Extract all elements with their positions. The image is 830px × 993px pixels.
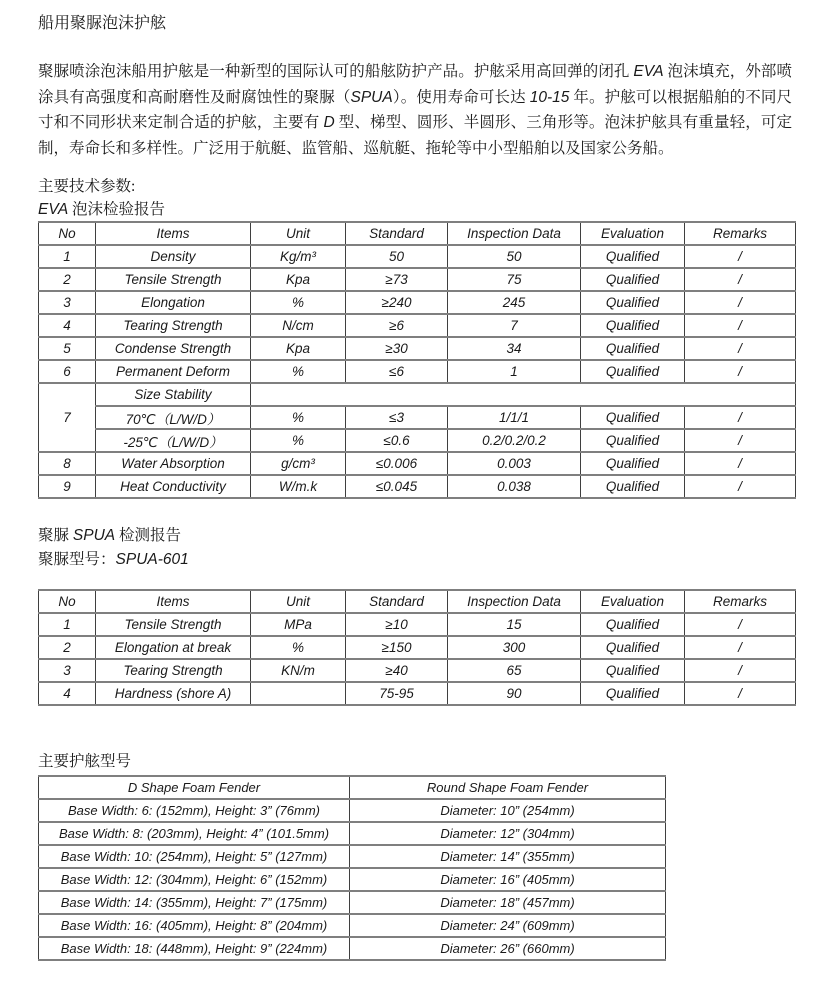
text-run: 10-15 bbox=[529, 88, 570, 106]
table-row bbox=[39, 429, 796, 452]
column-header: Remarks bbox=[685, 222, 796, 245]
table-cell: / bbox=[685, 406, 796, 429]
table-cell: 90 bbox=[448, 682, 581, 705]
column-header: Unit bbox=[251, 222, 346, 245]
text-run: 泡沫填充，外部喷涂具有高强度和高耐磨性及耐腐蚀性的聚脲（ bbox=[38, 63, 792, 106]
column-header: Items bbox=[96, 222, 251, 245]
table-cell: % bbox=[251, 429, 346, 452]
table-cell: W/m.k bbox=[251, 475, 346, 498]
table-cell: 2 bbox=[39, 268, 96, 291]
table-cell: ≤0.045 bbox=[346, 475, 448, 498]
table-cell: Qualified bbox=[581, 659, 685, 682]
column-header: Inspection Data bbox=[448, 590, 581, 613]
table-cell: Diameter: 12” (304mm) bbox=[350, 822, 666, 845]
table-cell: 7 bbox=[39, 383, 96, 452]
table-cell: Base Width: 14: (355mm), Height: 7” (175mm) bbox=[39, 891, 350, 914]
table-row bbox=[39, 822, 666, 845]
table-row bbox=[39, 868, 666, 891]
table-cell: Permanent Deform bbox=[96, 360, 251, 383]
table-cell: 8 bbox=[39, 452, 96, 475]
table-cell: ≥240 bbox=[346, 291, 448, 314]
table-cell: Condense Strength bbox=[96, 337, 251, 360]
text-run: SPUA-601 bbox=[115, 551, 189, 568]
table-cell: Kg/m³ bbox=[251, 245, 346, 268]
spua-test-table bbox=[38, 589, 796, 706]
table-row bbox=[39, 682, 796, 705]
column-header: No bbox=[39, 222, 96, 245]
column-header: Round Shape Foam Fender bbox=[350, 776, 666, 799]
text-run: SPUA bbox=[350, 88, 393, 106]
text-run: 聚脲喷涂泡沫船用护舷是一种新型的国际认可的船舷防护产品。护舷采用高回弹的闭孔 bbox=[38, 63, 634, 80]
table-cell: / bbox=[685, 636, 796, 659]
table-cell: Base Width: 8: (203mm), Height: 4” (101.5mm) bbox=[39, 822, 350, 845]
table-row bbox=[39, 799, 666, 822]
column-header: Remarks bbox=[685, 590, 796, 613]
fender-models-table bbox=[38, 775, 666, 961]
text-run: D bbox=[323, 114, 335, 131]
fender-models-heading: 主要护舷型号 bbox=[38, 753, 132, 770]
table-header-row bbox=[39, 776, 666, 799]
table-cell: / bbox=[685, 682, 796, 705]
table-cell: 1 bbox=[39, 245, 96, 268]
table-cell: % bbox=[251, 291, 346, 314]
spua-model-label bbox=[38, 549, 794, 571]
table-row bbox=[39, 613, 796, 636]
table-cell: / bbox=[685, 314, 796, 337]
table-cell: / bbox=[685, 360, 796, 383]
table-row bbox=[39, 636, 796, 659]
table-row bbox=[39, 452, 796, 475]
table-cell: 15 bbox=[448, 613, 581, 636]
table-cell: Qualified bbox=[581, 291, 685, 314]
table-cell: ≥30 bbox=[346, 337, 448, 360]
table-header-row bbox=[39, 590, 796, 613]
table-cell: 7 bbox=[448, 314, 581, 337]
tech-params-heading: 主要技术参数: bbox=[38, 178, 136, 195]
column-header: Standard bbox=[346, 590, 448, 613]
table-cell: / bbox=[685, 452, 796, 475]
table-cell: / bbox=[685, 475, 796, 498]
table-cell: 9 bbox=[39, 475, 96, 498]
table-cell: Tensile Strength bbox=[96, 268, 251, 291]
table-cell: Qualified bbox=[581, 475, 685, 498]
table-cell: Qualified bbox=[581, 613, 685, 636]
table-cell: Water Absorption bbox=[96, 452, 251, 475]
text-run: 检测报告 bbox=[115, 527, 181, 544]
table-cell: Heat Conductivity bbox=[96, 475, 251, 498]
table-cell: / bbox=[685, 659, 796, 682]
table-cell: Qualified bbox=[581, 429, 685, 452]
table-cell: / bbox=[685, 291, 796, 314]
table-cell: Qualified bbox=[581, 337, 685, 360]
column-header: Evaluation bbox=[581, 222, 685, 245]
table-cell: Diameter: 10” (254mm) bbox=[350, 799, 666, 822]
table-cell: 65 bbox=[448, 659, 581, 682]
table-cell: Size Stability bbox=[96, 383, 251, 406]
table-cell: % bbox=[251, 636, 346, 659]
table-cell: Elongation bbox=[96, 291, 251, 314]
table-cell: Qualified bbox=[581, 268, 685, 291]
table-cell: g/cm³ bbox=[251, 452, 346, 475]
table-cell: / bbox=[685, 245, 796, 268]
column-header: Unit bbox=[251, 590, 346, 613]
table-cell: Qualified bbox=[581, 360, 685, 383]
table-cell: Diameter: 24” (609mm) bbox=[350, 914, 666, 937]
table-cell: 50 bbox=[448, 245, 581, 268]
table-cell: Tensile Strength bbox=[96, 613, 251, 636]
table-cell: ≤0.006 bbox=[346, 452, 448, 475]
table-cell bbox=[251, 682, 346, 705]
eva-inspection-table bbox=[38, 221, 796, 499]
table-cell: 75-95 bbox=[346, 682, 448, 705]
table-row bbox=[39, 914, 666, 937]
table-cell: 70℃（L/W/D） bbox=[96, 406, 251, 429]
column-header: Inspection Data bbox=[448, 222, 581, 245]
column-header: Standard bbox=[346, 222, 448, 245]
table-cell: ≥10 bbox=[346, 613, 448, 636]
table-cell: Qualified bbox=[581, 314, 685, 337]
table-cell: Tearing Strength bbox=[96, 659, 251, 682]
table-cell: Elongation at break bbox=[96, 636, 251, 659]
table-cell: 75 bbox=[448, 268, 581, 291]
intro-paragraph bbox=[38, 59, 792, 161]
column-header: No bbox=[39, 590, 96, 613]
table-cell: / bbox=[685, 613, 796, 636]
table-cell: ≤3 bbox=[346, 406, 448, 429]
table-cell: Tearing Strength bbox=[96, 314, 251, 337]
table-row bbox=[39, 314, 796, 337]
table-cell: Base Width: 6: (152mm), Height: 3” (76mm) bbox=[39, 799, 350, 822]
table-cell: 6 bbox=[39, 360, 96, 383]
table-row bbox=[39, 659, 796, 682]
table-cell: 0.003 bbox=[448, 452, 581, 475]
table-row bbox=[39, 475, 796, 498]
table-cell: / bbox=[685, 268, 796, 291]
table-cell: Qualified bbox=[581, 452, 685, 475]
table-row bbox=[39, 245, 796, 268]
table-row bbox=[39, 406, 796, 429]
table-cell: % bbox=[251, 406, 346, 429]
table-cell: MPa bbox=[251, 613, 346, 636]
table-cell: KN/m bbox=[251, 659, 346, 682]
table-row bbox=[39, 891, 666, 914]
table-row bbox=[39, 845, 666, 868]
table-row bbox=[39, 291, 796, 314]
table-cell: Hardness (shore A) bbox=[96, 682, 251, 705]
table-cell: 1/1/1 bbox=[448, 406, 581, 429]
spua-report-heading bbox=[38, 525, 794, 547]
table-cell: ≤6 bbox=[346, 360, 448, 383]
table-cell: 34 bbox=[448, 337, 581, 360]
text-run: 年。护舷可以根据船舶的不同尺寸和不同形状来定制合适的护舷，主要有 bbox=[38, 88, 792, 131]
table-cell: Diameter: 26” (660mm) bbox=[350, 937, 666, 960]
table-row bbox=[39, 268, 796, 291]
table-row bbox=[39, 937, 666, 960]
table-cell: / bbox=[685, 429, 796, 452]
text-run: 型、梯型、圆形、半圆形、三角形等。泡沫护舷具有重量轻，可定制，寿命长和多样性。广泛用于航艇、监管船、巡航艇、拖轮等中小型船舶以及国家公务船。 bbox=[38, 114, 792, 157]
column-header: Evaluation bbox=[581, 590, 685, 613]
table-cell: / bbox=[685, 337, 796, 360]
table-cell: 4 bbox=[39, 682, 96, 705]
table-header-row bbox=[39, 222, 796, 245]
table-cell: 1 bbox=[39, 613, 96, 636]
table-cell: Diameter: 16” (405mm) bbox=[350, 868, 666, 891]
table-cell: 3 bbox=[39, 291, 96, 314]
table-cell: 245 bbox=[448, 291, 581, 314]
table-cell: Qualified bbox=[581, 682, 685, 705]
table-cell: N/cm bbox=[251, 314, 346, 337]
document-title: 船用聚脲泡沫护舷 bbox=[38, 15, 167, 32]
table-row bbox=[39, 360, 796, 383]
text-run: 聚脲型号： bbox=[38, 551, 116, 568]
table-cell: 0.2/0.2/0.2 bbox=[448, 429, 581, 452]
text-run: SPUA bbox=[72, 527, 116, 544]
table-cell: Kpa bbox=[251, 337, 346, 360]
text-run: EVA bbox=[633, 63, 664, 80]
table-cell: -25℃（L/W/D） bbox=[96, 429, 251, 452]
table-cell: ≥73 bbox=[346, 268, 448, 291]
table-cell: Kpa bbox=[251, 268, 346, 291]
table-cell: 2 bbox=[39, 636, 96, 659]
table-cell: 0.038 bbox=[448, 475, 581, 498]
table-cell bbox=[251, 383, 796, 406]
table-cell: 1 bbox=[448, 360, 581, 383]
table-cell: Base Width: 12: (304mm), Height: 6” (152mm) bbox=[39, 868, 350, 891]
table-cell: ≥150 bbox=[346, 636, 448, 659]
table-cell: Base Width: 16: (405mm), Height: 8” (204mm) bbox=[39, 914, 350, 937]
text-run: EVA bbox=[38, 201, 69, 218]
table-row bbox=[39, 337, 796, 360]
table-cell: 3 bbox=[39, 659, 96, 682]
table-cell: 5 bbox=[39, 337, 96, 360]
table-cell: 300 bbox=[448, 636, 581, 659]
table-cell: 50 bbox=[346, 245, 448, 268]
column-header: Items bbox=[96, 590, 251, 613]
table-cell: ≥6 bbox=[346, 314, 448, 337]
table-cell: Density bbox=[96, 245, 251, 268]
table-cell: Diameter: 14” (355mm) bbox=[350, 845, 666, 868]
table-row bbox=[39, 383, 796, 406]
table-cell: 4 bbox=[39, 314, 96, 337]
table-cell: Qualified bbox=[581, 406, 685, 429]
column-header: D Shape Foam Fender bbox=[39, 776, 350, 799]
text-run: 泡沫检验报告 bbox=[68, 201, 166, 218]
table-cell: Diameter: 18” (457mm) bbox=[350, 891, 666, 914]
table-cell: Base Width: 18: (448mm), Height: 9” (224mm) bbox=[39, 937, 350, 960]
table-cell: Base Width: 10: (254mm), Height: 5” (127mm) bbox=[39, 845, 350, 868]
table-cell: Qualified bbox=[581, 245, 685, 268]
text-run: 聚脲 bbox=[38, 527, 73, 544]
table-cell: ≥40 bbox=[346, 659, 448, 682]
text-run: ）。使用寿命可长达 bbox=[392, 88, 530, 106]
table-cell: Qualified bbox=[581, 636, 685, 659]
table-cell: ≤0.6 bbox=[346, 429, 448, 452]
eva-report-heading bbox=[38, 199, 794, 221]
table-cell: % bbox=[251, 360, 346, 383]
